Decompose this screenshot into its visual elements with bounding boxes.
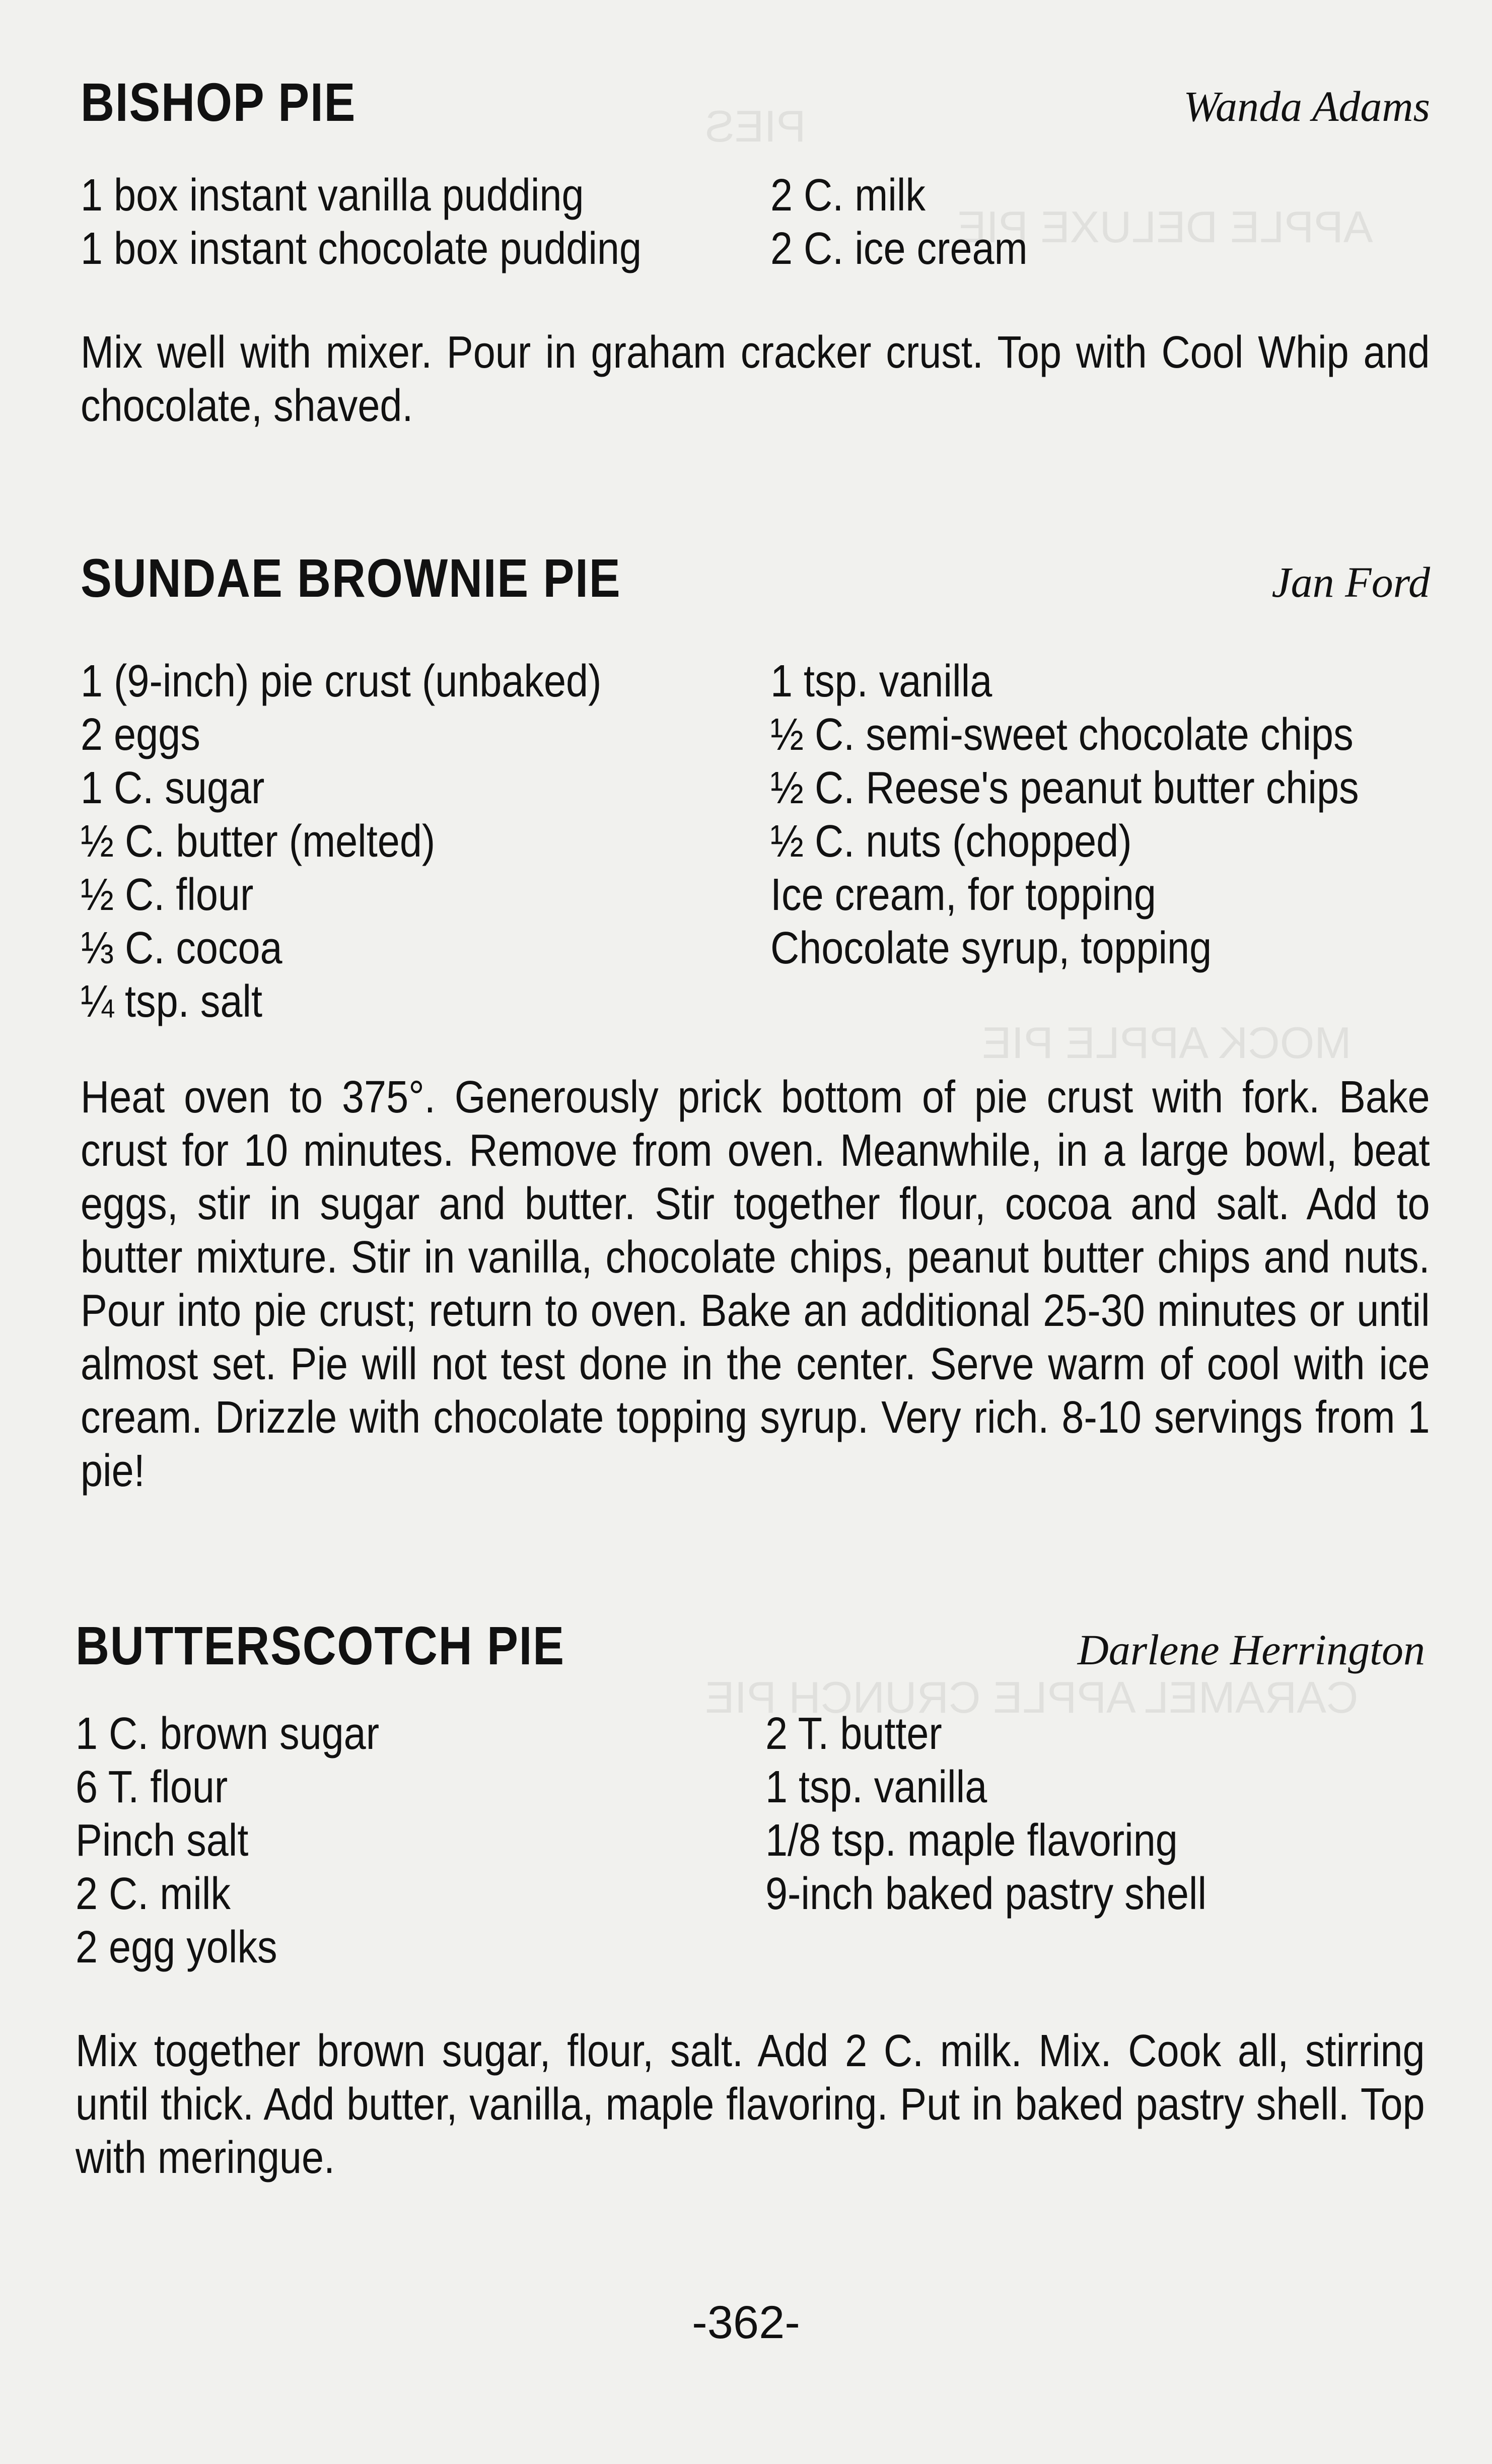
recipe-instructions: Mix together brown sugar, flour, salt. Add 2 C. milk. Mix. Cook all, stirring until thick. Add butter, vanilla, maple flavoring. Put in baked pastry shell. Top with meringue. — [76, 2026, 1425, 2183]
ingredient: 1 box instant vanilla pudding — [81, 170, 584, 221]
ingredient-column-left — [81, 169, 770, 275]
ingredient: 2 C. ice cream — [770, 224, 1028, 274]
ingredient: ¼ tsp. salt — [81, 976, 262, 1027]
ingredient: 1/8 tsp. maple flavoring — [765, 1815, 1178, 1866]
ingredient: ½ C. butter (melted) — [81, 816, 436, 867]
ingredient: 1 tsp. vanilla — [765, 1762, 987, 1812]
ingredient: 2 C. milk — [770, 170, 926, 221]
ingredient-column-left — [81, 655, 770, 1028]
ingredient: Chocolate syrup, topping — [770, 923, 1212, 973]
recipe-author: Darlene Herrington — [1077, 1626, 1425, 1674]
recipe-author: Wanda Adams — [1183, 82, 1430, 130]
ingredient: 2 T. butter — [765, 1709, 942, 1759]
ingredient-list — [76, 1707, 1425, 1974]
bleed-through-decoration: MOCK APPLE PIE — [982, 1018, 1352, 1068]
page-number: -362- — [692, 2297, 800, 2348]
ingredient-column-right — [765, 1707, 1425, 1974]
ingredient: 1 C. brown sugar — [76, 1709, 380, 1759]
recipe-author: Jan Ford — [1271, 558, 1430, 606]
ingredient: 2 eggs — [81, 710, 200, 760]
ingredient: Ice cream, for topping — [770, 870, 1156, 920]
ingredient-list — [81, 655, 1430, 1028]
bleed-through-decoration: PIES — [705, 101, 806, 151]
ingredient-column-right — [770, 169, 1430, 275]
ingredient: 1 C. sugar — [81, 763, 265, 813]
ingredient: Pinch salt — [76, 1815, 249, 1866]
ingredient: 6 T. flour — [76, 1762, 228, 1812]
ingredient: 1 box instant chocolate pudding — [81, 224, 642, 274]
ingredient-column-left — [76, 1707, 765, 1974]
ingredient: 2 egg yolks — [76, 1922, 277, 1973]
recipe-instructions: Heat oven to 375°. Generously prick bottom of pie crust with fork. Bake crust for 10 minutes. Remove from oven. Meanwhile, in a large bowl, beat eggs, stir in sugar and butter. Stir together flour, cocoa and salt. Add to butter mixture. Stir in vanilla, chocolate chips, peanut butter chips and nuts. Pour into pie crust; return to oven. Bake an additional 25-30 minutes or until almost set. Pie will not test done in the center. Serve warm of cool with ice cream. Drizzle with chocolate topping syrup. Very rich. 8-10 servings from 1 pie! — [81, 1072, 1430, 1496]
recipe-sundae-brownie-pie — [81, 546, 1430, 1498]
recipe-header — [81, 71, 1430, 133]
recipe-butterscotch-pie — [76, 1614, 1425, 2185]
recipe-bishop-pie — [81, 71, 1430, 433]
recipe-title: BUTTERSCOTCH PIE — [76, 1615, 565, 1676]
ingredient: 1 tsp. vanilla — [770, 656, 992, 707]
ingredient: 9-inch baked pastry shell — [765, 1869, 1207, 1919]
recipe-header — [81, 546, 1430, 609]
recipe-title: BISHOP PIE — [81, 72, 357, 132]
bleed-through-decoration: CARAMEL APPLE CRUNCH PIE — [705, 1672, 1359, 1722]
ingredient: ½ C. semi-sweet chocolate chips — [770, 710, 1354, 760]
ingredient: ½ C. flour — [81, 870, 254, 920]
bleed-through-decoration: APPLE DELUXE PIE — [957, 202, 1373, 252]
ingredient: ½ C. Reese's peanut butter chips — [770, 763, 1359, 813]
ingredient: 1 (9-inch) pie crust (unbaked) — [81, 656, 602, 707]
recipe-header — [76, 1614, 1425, 1677]
ingredient: 2 C. milk — [76, 1869, 231, 1919]
ingredient: ½ C. nuts (chopped) — [770, 816, 1132, 867]
recipe-title: SUNDAE BROWNIE PIE — [81, 547, 621, 608]
recipe-instructions: Mix well with mixer. Pour in graham cracker crust. Top with Cool Whip and chocolate, shaved. — [81, 327, 1430, 431]
ingredient: ⅓ C. cocoa — [81, 923, 282, 973]
ingredient-list — [81, 169, 1430, 275]
ingredient-column-right — [770, 655, 1430, 1028]
